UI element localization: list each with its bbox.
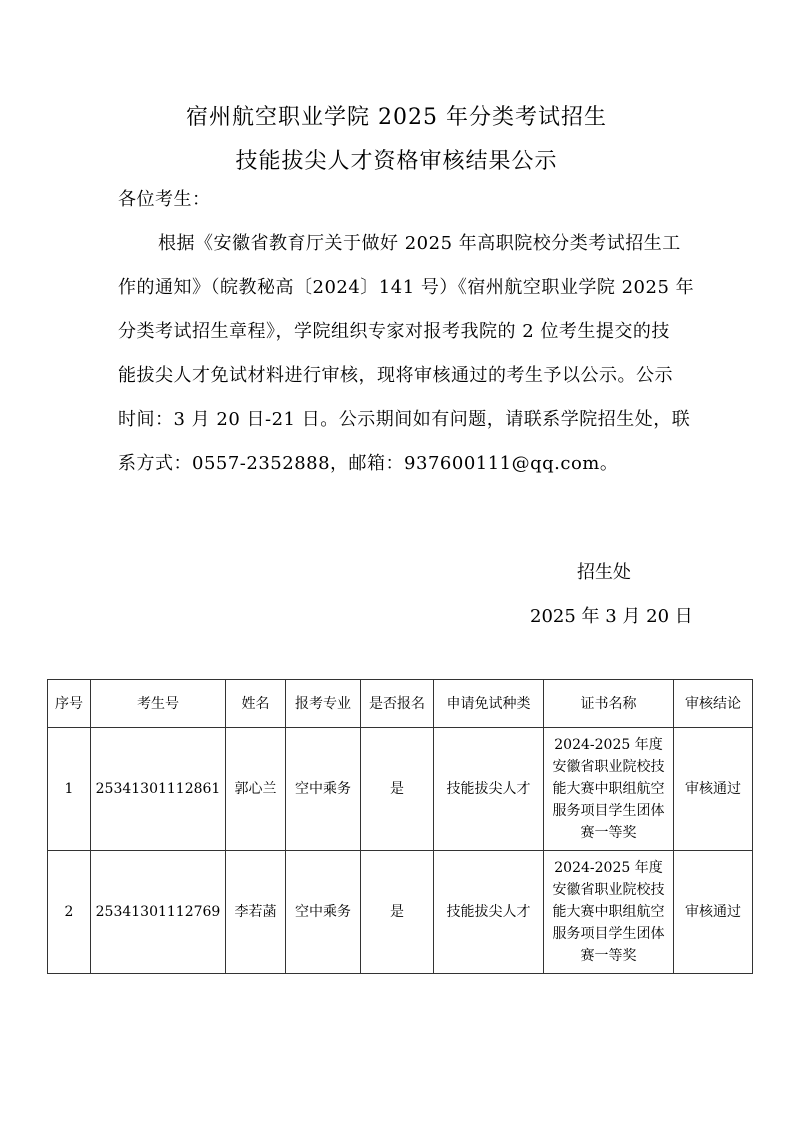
- body-line-3: 分类考试招生章程》，学院组织专家对报考我院的 2 位考生提交的技: [118, 321, 670, 342]
- body-line-4: 能拔尖人才免试材料进行审核，现将审核通过的考生予以公示。公示: [118, 365, 673, 386]
- body-line-5: 时间：3 月 20 日-21 日。公示期间如有问题，请联系学院招生处，联: [118, 409, 691, 430]
- header-seq: 序号: [48, 680, 91, 728]
- header-exemption-type: 申请免试种类: [434, 680, 544, 728]
- cell-exemption-type: 技能拔尖人才: [434, 728, 544, 851]
- table-row: [48, 728, 753, 851]
- signature-department: 招生处: [577, 562, 631, 583]
- document-title: [0, 96, 793, 184]
- signature-block: [530, 551, 693, 639]
- table-header-row: [48, 680, 753, 728]
- cell-name: 李若菡: [226, 851, 286, 974]
- cell-result: 审核通过: [674, 851, 753, 974]
- greeting-line: 各位考生：: [118, 189, 211, 210]
- body-line-1: 根据《安徽省教育厅关于做好 2025 年高职院校分类考试招生工: [158, 233, 681, 254]
- cell-major: 空中乘务: [286, 851, 361, 974]
- header-candidate-no: 考生号: [91, 680, 226, 728]
- table-row: [48, 851, 753, 974]
- cell-seq: 1: [48, 728, 91, 851]
- cell-result: 审核通过: [674, 728, 753, 851]
- header-certificate: 证书名称: [544, 680, 674, 728]
- header-name: 姓名: [226, 680, 286, 728]
- header-result: 审核结论: [674, 680, 753, 728]
- cell-seq: 2: [48, 851, 91, 974]
- cell-major: 空中乘务: [286, 728, 361, 851]
- review-result-table: [47, 679, 753, 974]
- header-registered: 是否报名: [361, 680, 434, 728]
- cell-exemption-type: 技能拔尖人才: [434, 851, 544, 974]
- cell-candidate-no: 25341301112769: [91, 851, 226, 974]
- cell-candidate-no: 25341301112861: [91, 728, 226, 851]
- cell-certificate: 2024-2025 年度安徽省职业院校技能大赛中职组航空服务项目学生团体赛一等奖: [544, 851, 674, 974]
- header-major: 报考专业: [286, 680, 361, 728]
- body-line-2: 作的通知》（皖教秘高〔2024〕141 号）《宿州航空职业学院 2025 年: [118, 277, 695, 298]
- title-line-2: 技能拔尖人才资格审核结果公示: [235, 149, 558, 174]
- body-text: [118, 178, 695, 486]
- signature-date: 2025 年 3 月 20 日: [530, 606, 693, 627]
- cell-registered: 是: [361, 851, 434, 974]
- cell-certificate: 2024-2025 年度安徽省职业院校技能大赛中职组航空服务项目学生团体赛一等奖: [544, 728, 674, 851]
- body-line-6: 系方式：0557-2352888，邮箱：937600111@qq.com。: [118, 453, 619, 474]
- title-line-1: 宿州航空职业学院 2025 年分类考试招生: [186, 105, 607, 130]
- cell-registered: 是: [361, 728, 434, 851]
- cell-name: 郭心兰: [226, 728, 286, 851]
